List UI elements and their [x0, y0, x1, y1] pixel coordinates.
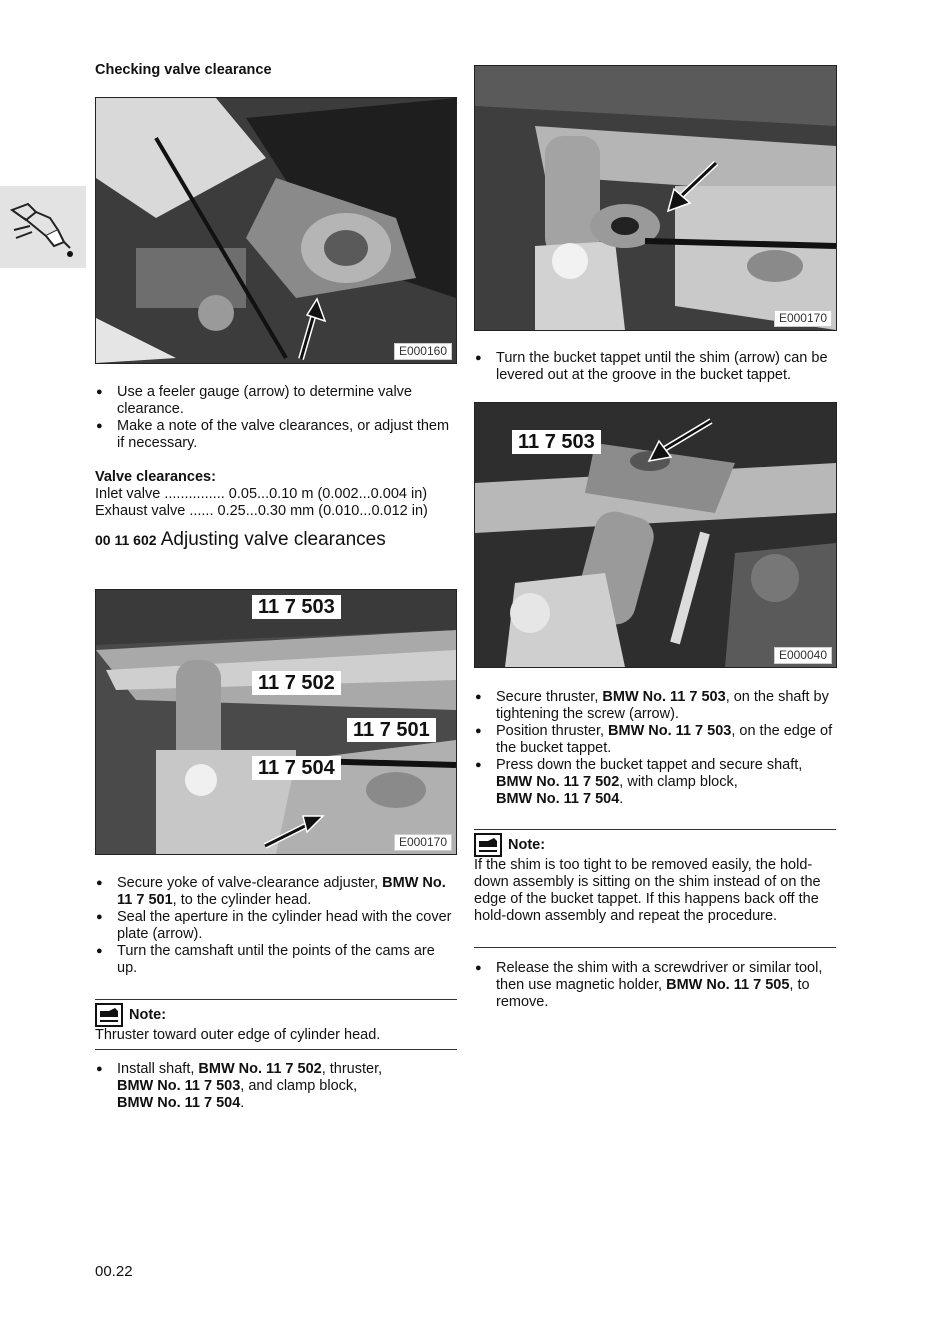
bullet-list-shim — [474, 350, 836, 384]
section-tab — [0, 186, 86, 268]
arrow-icon — [261, 810, 331, 850]
arrow-icon — [291, 293, 331, 363]
note-divider — [95, 1049, 457, 1050]
callout-label: 11 7 502 — [252, 671, 341, 695]
photo-thruster — [474, 402, 837, 668]
page-heading: Checking valve clearance — [95, 62, 272, 78]
valve-clearance-spec — [95, 469, 457, 520]
list-item: ● Seal the aperture in the cylinder head with the cover plate (arrow). — [95, 909, 455, 943]
note-text: Thruster toward outer edge of cylinder head. — [95, 1027, 381, 1043]
bullet-list-release — [474, 960, 836, 1011]
photo-adjuster-tools — [95, 589, 457, 855]
figure-code: E000170 — [394, 834, 452, 851]
spec-exhaust: Exhaust valve ...... 0.25...0.30 mm (0.010...0.012 in) — [95, 503, 428, 519]
bullet-list-check — [95, 384, 455, 452]
note-box — [474, 833, 836, 925]
list-item: ● Use a feeler gauge (arrow) to determine valve clearance. — [95, 384, 455, 418]
list-item: ● Release the shim with a screwdriver or similar tool, then use magnetic holder, BMW No. 11 7 505, to remove. — [474, 960, 836, 1011]
bullet-list-thruster — [474, 689, 836, 808]
photo-bucket-tappet — [474, 65, 837, 331]
list-item: ● Secure thruster, BMW No. 11 7 503, on the shaft by tightening the screw (arrow). — [474, 689, 836, 723]
bullet-list-adjust — [95, 875, 455, 977]
photo-feeler-gauge — [95, 97, 457, 364]
callout-label: 11 7 503 — [252, 595, 341, 619]
list-item: ● Secure yoke of valve-clearance adjuster, BMW No. 11 7 501, to the cylinder head. — [95, 875, 455, 909]
list-item: ● Install shaft, BMW No. 11 7 502, thruster, BMW No. 11 7 503, and clamp block, BMW No. 11 7 504. — [95, 1061, 455, 1112]
note-text: If the shim is too tight to be removed easily, the hold-down assembly is sitting on the shim instead of on the edge of the bucket tappet. If this happens back off the hold-down assembly and repeat the procedure. — [474, 857, 821, 924]
list-item: ● Turn the bucket tappet until the shim (arrow) can be levered out at the groove in the bucket tappet. — [474, 350, 836, 384]
bullet-list-install — [95, 1061, 455, 1112]
section-name: Adjusting valve clearances — [160, 529, 386, 550]
note-box — [95, 1003, 457, 1044]
list-item: ● Position thruster, BMW No. 11 7 503, on the edge of the bucket tappet. — [474, 723, 836, 757]
arrow-icon — [635, 417, 715, 467]
section-number: 00 11 602 — [95, 532, 157, 548]
note-icon — [474, 833, 502, 857]
section-title — [95, 531, 386, 549]
note-divider — [474, 947, 836, 948]
note-title: Note: — [95, 1003, 457, 1027]
callout-label: 11 7 503 — [512, 430, 601, 454]
note-divider — [474, 829, 836, 830]
callout-label: 11 7 504 — [252, 756, 341, 780]
callout-label: 11 7 501 — [347, 718, 436, 742]
list-item: ● Turn the camshaft until the points of the cams are up. — [95, 943, 455, 977]
arrow-icon — [660, 159, 720, 219]
spec-inlet: Inlet valve ............... 0.05...0.10 m (0.002...0.004 in) — [95, 486, 428, 502]
page-number: 00.22 — [95, 1263, 133, 1280]
spec-title: Valve clearances: — [95, 469, 216, 485]
figure-code: E000170 — [774, 310, 832, 327]
list-item: ● Make a note of the valve clearances, or adjust them if necessary. — [95, 418, 455, 452]
note-title: Note: — [474, 833, 836, 857]
figure-code: E000160 — [394, 343, 452, 360]
oil-can-hand-icon — [6, 196, 76, 260]
figure-code: E000040 — [774, 647, 832, 664]
list-item: ● Press down the bucket tappet and secure shaft, BMW No. 11 7 502, with clamp block, BMW No. 11 7 504. — [474, 757, 836, 808]
note-icon — [95, 1003, 123, 1027]
note-divider — [95, 999, 457, 1000]
